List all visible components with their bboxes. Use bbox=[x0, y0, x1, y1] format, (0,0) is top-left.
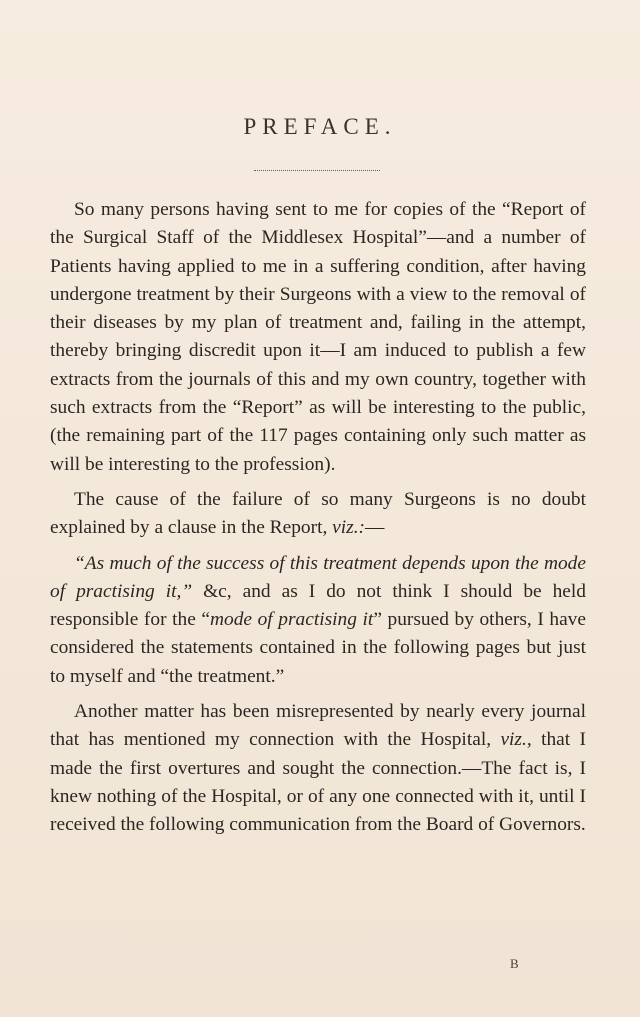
signature-mark: B bbox=[510, 956, 519, 971]
paragraph-3-text-2: ” pursued by others, I have considered the statements contained in the following pages but just to myself and “the treatment.” bbox=[50, 609, 586, 687]
paragraph-2-text: The cause of the failure of so many Surgeons is no doubt explained by a clause in the Report, bbox=[50, 488, 586, 539]
paragraph-2-italic: viz.: bbox=[332, 517, 366, 539]
paragraph-2-dash: — bbox=[365, 517, 385, 539]
paragraph-1: So many persons having sent to me for copies of the “Report of the Surgical Staff of the Middlesex Hospital”—and a number of Patients having applied to me in a suffering condition, after having undergone treatment by their Surgeons with a view to the removal of their diseases by my plan of treatment and, failing in the attempt, thereby bringing discredit upon it—I am induced to publish a few extracts from the journals of this and my own country, together with such extracts from the “Report” as will be interesting to the public, (the remaining part of the 117 pages containing only such matter as will be interesting to the profession). bbox=[50, 199, 586, 475]
paragraph-2 bbox=[50, 486, 586, 543]
heading-rule bbox=[254, 170, 380, 171]
paragraph-4-italic: viz., bbox=[500, 729, 532, 751]
paragraph-3-italic: mode of practising it bbox=[210, 609, 374, 631]
paragraph-4 bbox=[50, 698, 586, 839]
paragraph-3-quote: “As much of the success of this treatment depends upon the mode of practising it,” bbox=[50, 552, 586, 602]
paragraph-4-text-2: that I made the first overtures and sought the connection.—The fact is, I knew nothing of the Hospital, or of any one connected with it, until I received the following communication from the Board of Governors. bbox=[50, 729, 586, 836]
paragraph-4-text-1: Another matter has been misrepresented by nearly every journal that has mentioned my connection with the Hospital, bbox=[50, 701, 586, 751]
body-text bbox=[50, 196, 586, 840]
paragraph-3 bbox=[50, 550, 586, 691]
paragraph-3-text-1: &c, and as I do not think I should be held responsible for the “ bbox=[50, 580, 586, 631]
page-heading: PREFACE. bbox=[243, 114, 397, 139]
